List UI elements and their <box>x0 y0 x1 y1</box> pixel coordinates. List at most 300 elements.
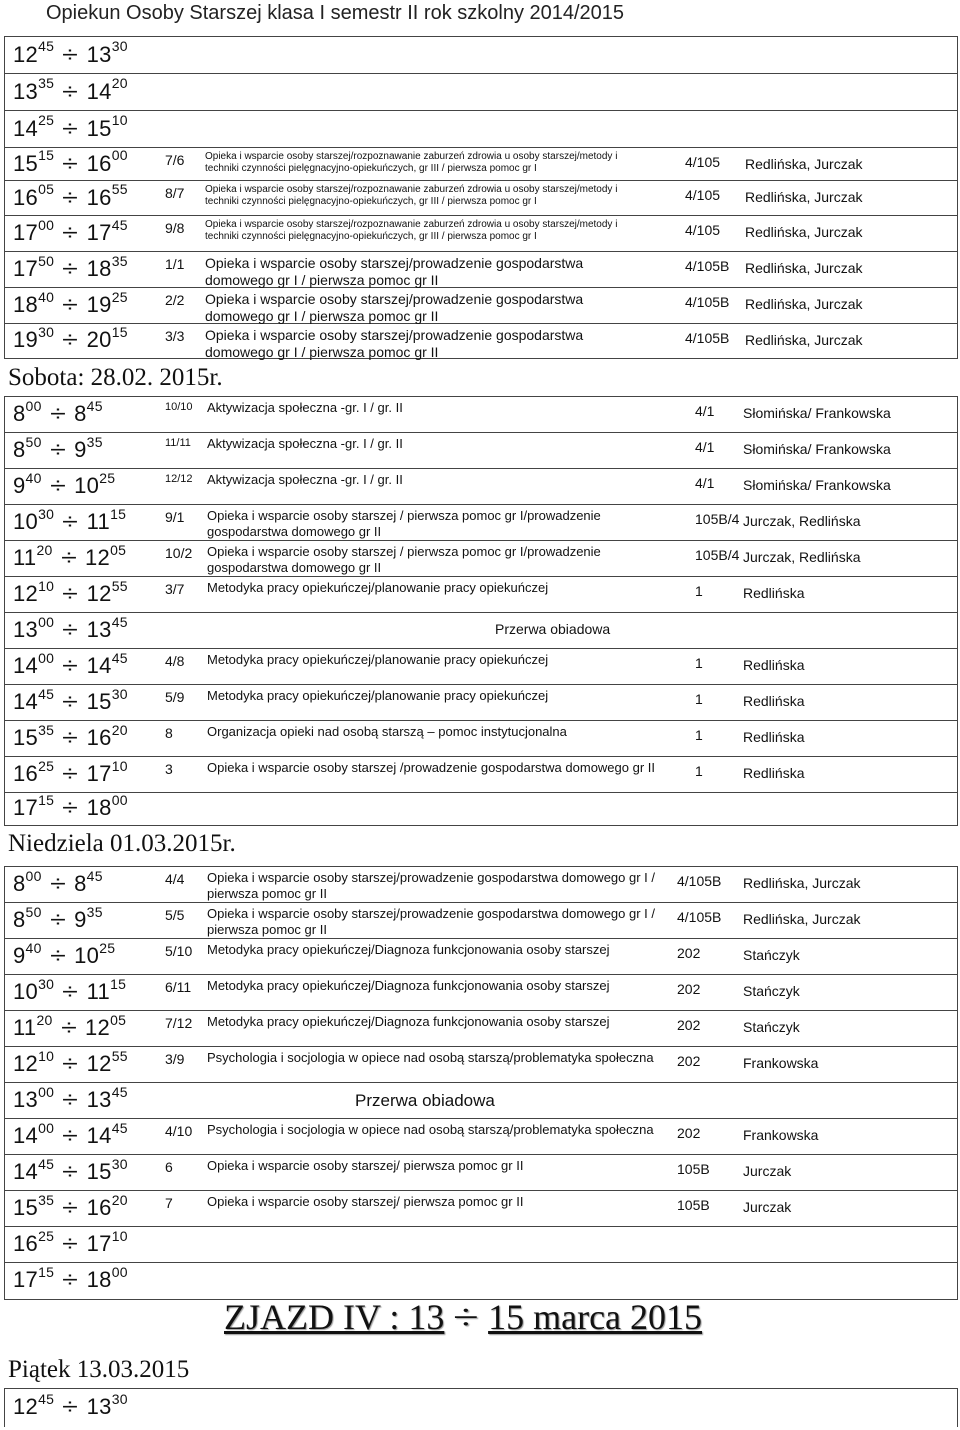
start-minute: 00 <box>25 397 42 414</box>
time-range <box>13 1083 128 1113</box>
subject-text: Opieka i wsparcie osoby starszej/prowadzenie gospodarstwa domowego gr I / pierwsza pomoc gr II <box>205 255 584 288</box>
schedule-row <box>5 1227 957 1263</box>
schedule-row <box>5 148 957 181</box>
end-minute: 55 <box>111 577 128 594</box>
schedule-row <box>5 1047 957 1083</box>
saturday-heading: Sobota: 28.02. 2015r. <box>8 364 223 391</box>
start-hour: 15 <box>13 150 39 176</box>
schedule-row <box>5 288 957 324</box>
end-minute: 05 <box>110 1011 127 1028</box>
end-hour: 12 <box>86 1051 112 1076</box>
division-sign-icon: ÷ <box>49 907 66 932</box>
start-hour: 13 <box>13 1087 39 1112</box>
division-sign-icon: ÷ <box>49 473 66 498</box>
division-sign-icon: ÷ <box>62 1123 79 1148</box>
time-range <box>13 613 128 643</box>
division-sign-icon: ÷ <box>62 184 79 210</box>
time-range <box>13 1155 128 1185</box>
end-minute: 55 <box>111 181 128 198</box>
teacher-names: Redlińska <box>743 585 805 601</box>
end-hour: 18 <box>86 256 112 281</box>
time-range <box>13 469 116 499</box>
division-sign-icon: ÷ <box>49 871 66 896</box>
start-hour: 10 <box>13 979 39 1004</box>
division-sign-icon: ÷ <box>62 41 79 67</box>
start-minute: 40 <box>25 939 42 956</box>
time-range <box>13 252 128 282</box>
subject-text: Metodyka pracy opiekuńczej/planowanie pracy opiekuńczej <box>207 580 549 595</box>
start-minute: 35 <box>38 1191 55 1208</box>
division-sign-icon: ÷ <box>49 437 66 462</box>
division-sign-icon: ÷ <box>62 150 79 176</box>
end-minute: 35 <box>86 903 103 920</box>
schedule-row <box>5 1011 957 1047</box>
division-sign-icon: ÷ <box>62 653 79 678</box>
start-minute: 25 <box>38 1227 55 1244</box>
lesson-number: 3/3 <box>165 328 185 344</box>
end-minute: 30 <box>111 685 128 702</box>
time-range <box>13 288 128 318</box>
end-hour: 17 <box>86 761 112 786</box>
end-hour: 13 <box>86 617 112 642</box>
teacher-names: Frankowska <box>743 1127 819 1143</box>
start-hour: 17 <box>13 220 39 245</box>
schedule-row <box>5 867 957 903</box>
lesson-number: 5/5 <box>165 907 185 923</box>
division-sign-icon: ÷ <box>62 1231 79 1256</box>
room-number: 4/105B <box>677 909 722 925</box>
room-number: 202 <box>677 1125 701 1141</box>
subject-text: Aktywizacja społeczna -gr. I / gr. II <box>207 472 403 487</box>
start-hour: 17 <box>13 256 39 281</box>
time-range <box>13 505 127 535</box>
schedule-row <box>5 1083 957 1119</box>
start-minute: 10 <box>38 1047 55 1064</box>
end-hour: 18 <box>86 795 112 820</box>
schedule-row <box>5 469 957 505</box>
lesson-number: 5/10 <box>165 943 193 959</box>
division-sign-icon: ÷ <box>62 78 79 104</box>
subject-text: Opieka i wsparcie osoby starszej/ pierwsza pomoc gr II <box>207 1158 524 1173</box>
teacher-names: Stańczyk <box>743 947 800 963</box>
room-number: 1 <box>695 691 703 707</box>
end-hour: 9 <box>74 907 87 932</box>
schedule-row <box>5 397 957 433</box>
division-sign-icon: ÷ <box>62 689 79 714</box>
end-hour: 15 <box>86 1159 112 1184</box>
start-hour: 14 <box>13 689 39 714</box>
end-minute: 45 <box>86 867 103 884</box>
room-number: 105B <box>677 1197 710 1213</box>
end-minute: 20 <box>111 1191 128 1208</box>
division-sign-icon: ÷ <box>60 545 77 570</box>
end-hour: 9 <box>74 437 87 462</box>
schedule-row <box>5 505 957 541</box>
end-minute: 10 <box>111 1227 128 1244</box>
time-range <box>13 791 128 821</box>
end-minute: 25 <box>99 469 116 486</box>
division-sign-icon: ÷ <box>62 327 79 352</box>
lesson-number: 4/4 <box>165 871 185 887</box>
subject-text: Metodyka pracy opiekuńczej/planowanie pracy opiekuńczej <box>207 688 549 703</box>
subject-text: Opieka i wsparcie osoby starszej / pierwsza pomoc gr I/prowadzenie gospodarstwa domowego gr II <box>207 508 601 539</box>
schedule-row <box>5 793 957 825</box>
lesson-number: 8/7 <box>165 185 185 201</box>
schedule-row <box>5 577 957 613</box>
time-range <box>13 112 128 142</box>
division-sign-icon: ÷ <box>62 256 79 281</box>
teacher-names: Redlińska, Jurczak <box>745 332 863 348</box>
schedule-row <box>5 37 957 74</box>
end-hour: 12 <box>85 1015 111 1040</box>
teacher-names: Słomińska/ Frankowska <box>743 441 891 457</box>
end-hour: 12 <box>86 581 112 606</box>
division-sign-icon: ÷ <box>62 1267 79 1292</box>
lunch-break-label: Przerwa obiadowa <box>355 1091 495 1110</box>
end-minute: 30 <box>111 38 128 55</box>
time-range <box>13 397 103 427</box>
end-minute: 35 <box>111 252 128 269</box>
subject-text: Organizacja opieki nad osobą starszą – pomoc instytucjonalna <box>207 724 567 739</box>
teacher-names: Redlińska, Jurczak <box>745 224 863 240</box>
saturday-schedule-table <box>4 396 958 826</box>
schedule-row <box>5 111 957 148</box>
document-title: Opiekun Osoby Starszej klasa I semestr II rok szkolny 2014/2015 <box>46 2 625 24</box>
start-minute: 50 <box>38 252 55 269</box>
end-minute: 45 <box>111 1083 128 1100</box>
start-hour: 9 <box>13 943 26 968</box>
subject-text: Metodyka pracy opiekuńczej/Diagnoza funkcjonowania osoby starszej <box>207 978 610 993</box>
lunch-break-label: Przerwa obiadowa <box>495 621 611 637</box>
lesson-number: 7/6 <box>165 152 185 168</box>
end-hour: 18 <box>86 1267 112 1292</box>
time-range <box>13 1119 128 1149</box>
time-range <box>13 1011 127 1041</box>
end-minute: 10 <box>111 757 128 774</box>
end-minute: 15 <box>110 975 127 992</box>
teacher-names: Redlińska, Jurczak <box>745 296 863 312</box>
start-minute: 15 <box>38 147 55 164</box>
end-minute: 30 <box>111 1155 128 1172</box>
division-sign-icon: ÷ <box>62 795 79 820</box>
subject-text: Opieka i wsparcie osoby starszej/prowadzenie gospodarstwa domowego gr I / pierwsza pomoc gr II <box>207 906 656 937</box>
schedule-row <box>5 613 957 649</box>
lesson-number: 3 <box>165 761 173 777</box>
start-hour: 16 <box>13 761 39 786</box>
start-hour: 12 <box>13 581 39 606</box>
subject-text: Opieka i wsparcie osoby starszej / pierwsza pomoc gr I/prowadzenie gospodarstwa domowego gr II <box>207 544 601 575</box>
room-number: 1 <box>695 727 703 743</box>
room-number: 1 <box>695 763 703 779</box>
room-number: 202 <box>677 981 701 997</box>
schedule-row <box>5 939 957 975</box>
start-hour: 12 <box>13 1394 39 1419</box>
schedule-row <box>5 324 957 358</box>
teacher-names: Redlińska, Jurczak <box>745 260 863 276</box>
division-sign-icon: ÷ <box>60 1015 77 1040</box>
subject-text: Opieka i wsparcie osoby starszej/rozpoznawanie zaburzeń zdrowia u osoby starszej/metody i techniki czynności pielęgnacyjno-opiekuńczych, gr III / pierwsza pomoc gr I <box>205 184 618 207</box>
start-minute: 20 <box>36 541 53 558</box>
start-hour: 12 <box>13 1051 39 1076</box>
end-minute: 15 <box>111 323 128 340</box>
end-minute: 00 <box>111 147 128 164</box>
lesson-number: 7/12 <box>165 1015 193 1031</box>
start-minute: 15 <box>38 791 55 808</box>
end-hour: 13 <box>86 1394 112 1419</box>
start-minute: 30 <box>38 505 55 522</box>
division-sign-icon: ÷ <box>453 1297 480 1337</box>
teacher-names: Redlińska, Jurczak <box>745 189 863 205</box>
start-minute: 45 <box>38 1155 55 1172</box>
lesson-number: 3/7 <box>165 581 185 597</box>
division-sign-icon: ÷ <box>62 617 79 642</box>
subject-text: Psychologia i socjologia w opiece nad osobą starszą/problematyka społeczna <box>207 1050 654 1065</box>
division-sign-icon: ÷ <box>49 943 66 968</box>
start-minute: 35 <box>38 721 55 738</box>
start-hour: 12 <box>13 41 39 67</box>
end-minute: 45 <box>111 1119 128 1136</box>
end-minute: 25 <box>111 288 128 305</box>
time-range <box>13 721 128 751</box>
time-range <box>13 1263 128 1293</box>
division-sign-icon: ÷ <box>49 401 66 426</box>
subject-text: Opieka i wsparcie osoby starszej/rozpoznawanie zaburzeń zdrowia u osoby starszej/metody i techniki czynności pielęgnacyjno-opiekuńczych, gr III / pierwsza pomoc gr I <box>205 219 618 242</box>
end-hour: 8 <box>74 871 87 896</box>
teacher-names: Redlińska <box>743 765 805 781</box>
end-minute: 20 <box>111 75 128 92</box>
start-minute: 45 <box>38 38 55 55</box>
subject-text: Opieka i wsparcie osoby starszej/prowadzenie gospodarstwa domowego gr I / pierwsza pomoc gr II <box>205 291 584 324</box>
schedule-row <box>5 541 957 577</box>
time-range <box>13 685 128 715</box>
time-range <box>13 1390 128 1420</box>
subject-text: Opieka i wsparcie osoby starszej /prowadzenie gospodarstwa domowego gr II <box>207 760 656 775</box>
start-minute: 45 <box>38 1390 55 1407</box>
time-range <box>13 323 128 353</box>
start-hour: 14 <box>13 1123 39 1148</box>
division-sign-icon: ÷ <box>62 1051 79 1076</box>
end-hour: 16 <box>86 184 112 210</box>
lesson-number: 6/11 <box>165 979 192 995</box>
schedule-row <box>5 757 957 793</box>
room-number: 4/105 <box>685 154 721 170</box>
lesson-number: 9/8 <box>165 220 185 236</box>
time-range <box>13 939 116 969</box>
end-hour: 8 <box>74 401 87 426</box>
end-minute: 05 <box>110 541 127 558</box>
schedule-row <box>5 1119 957 1155</box>
start-hour: 16 <box>13 184 39 210</box>
subject-text: Opieka i wsparcie osoby starszej/prowadzenie gospodarstwa domowego gr I / pierwsza pomoc gr II <box>205 327 584 360</box>
time-range <box>13 75 128 105</box>
start-hour: 13 <box>13 78 39 104</box>
next-meeting-part1: ZJAZD IV : 13 <box>224 1297 445 1337</box>
end-hour: 13 <box>86 41 112 67</box>
schedule-row <box>5 903 957 939</box>
room-number: 202 <box>677 1017 701 1033</box>
time-range <box>13 903 103 933</box>
end-hour: 15 <box>86 115 112 141</box>
next-meeting-part2: 15 marca 2015 <box>488 1297 703 1337</box>
time-range <box>13 433 103 463</box>
start-minute: 40 <box>25 469 42 486</box>
room-number: 105B/4 <box>695 511 740 527</box>
room-number: 4/105 <box>685 222 721 238</box>
start-hour: 8 <box>13 907 26 932</box>
schedule-row <box>5 74 957 111</box>
start-hour: 14 <box>13 653 39 678</box>
room-number: 4/1 <box>695 475 715 491</box>
start-hour: 8 <box>13 401 26 426</box>
start-minute: 10 <box>38 577 55 594</box>
start-hour: 15 <box>13 725 39 750</box>
start-hour: 19 <box>13 327 39 352</box>
schedule-row <box>5 1191 957 1227</box>
schedule-row <box>5 1155 957 1191</box>
start-minute: 20 <box>36 1011 53 1028</box>
time-range <box>13 216 128 246</box>
schedule-row <box>5 1263 957 1299</box>
teacher-names: Stańczyk <box>743 983 800 999</box>
end-minute: 45 <box>111 649 128 666</box>
room-number: 202 <box>677 945 701 961</box>
start-hour: 17 <box>13 795 39 820</box>
subject-text: Aktywizacja społeczna -gr. I / gr. II <box>207 436 403 451</box>
next-meeting-banner <box>224 1296 702 1338</box>
lesson-number: 12/12 <box>165 473 193 485</box>
end-minute: 45 <box>111 216 128 233</box>
teacher-names: Jurczak, Redlińska <box>743 513 861 529</box>
division-sign-icon: ÷ <box>62 509 79 534</box>
end-minute: 45 <box>111 613 128 630</box>
end-hour: 20 <box>86 327 112 352</box>
subject-text: Opieka i wsparcie osoby starszej/rozpoznawanie zaburzeń zdrowia u osoby starszej/metody i techniki czynności pielęgnacyjno-opiekuńczych, gr III / pierwsza pomoc gr I <box>205 151 618 174</box>
end-hour: 17 <box>86 1231 112 1256</box>
end-hour: 16 <box>86 725 112 750</box>
teacher-names: Redlińska, Jurczak <box>743 911 861 927</box>
room-number: 4/105B <box>685 258 730 274</box>
end-hour: 15 <box>86 689 112 714</box>
start-hour: 8 <box>13 437 26 462</box>
teacher-names: Frankowska <box>743 1055 819 1071</box>
lesson-number: 1/1 <box>165 256 185 272</box>
room-number: 1 <box>695 583 703 599</box>
time-range <box>13 1191 128 1221</box>
time-range <box>13 181 128 211</box>
subject-text: Metodyka pracy opiekuńczej/Diagnoza funkcjonowania osoby starszej <box>207 1014 610 1029</box>
teacher-names: Redlińska <box>743 693 805 709</box>
division-sign-icon: ÷ <box>62 581 79 606</box>
room-number: 4/105B <box>685 294 730 310</box>
lesson-number: 5/9 <box>165 689 185 705</box>
start-minute: 50 <box>25 903 42 920</box>
start-minute: 15 <box>38 1263 55 1280</box>
end-hour: 14 <box>86 1123 112 1148</box>
end-minute: 00 <box>111 1263 128 1280</box>
teacher-names: Redlińska <box>743 657 805 673</box>
start-minute: 35 <box>38 75 55 92</box>
room-number: 4/1 <box>695 403 715 419</box>
start-minute: 00 <box>38 1119 55 1136</box>
subject-text: Psychologia i socjologia w opiece nad osobą starszą/problematyka społeczna <box>207 1122 654 1137</box>
teacher-names: Słomińska/ Frankowska <box>743 477 891 493</box>
schedule-row <box>5 685 957 721</box>
end-hour: 10 <box>74 943 100 968</box>
friday-schedule-table <box>4 36 958 359</box>
start-hour: 13 <box>13 617 39 642</box>
time-range <box>13 1047 128 1077</box>
next-friday-schedule-table <box>4 1388 958 1427</box>
teacher-names: Jurczak <box>743 1163 792 1179</box>
lesson-number: 4/10 <box>165 1123 193 1139</box>
division-sign-icon: ÷ <box>62 1394 79 1419</box>
end-hour: 16 <box>86 150 112 176</box>
time-range <box>13 38 128 68</box>
subject-text: Metodyka pracy opiekuńczej/planowanie pracy opiekuńczej <box>207 652 549 667</box>
start-minute: 25 <box>38 757 55 774</box>
schedule-row <box>5 216 957 252</box>
end-hour: 14 <box>86 653 112 678</box>
division-sign-icon: ÷ <box>62 220 79 245</box>
room-number: 4/105B <box>685 330 730 346</box>
division-sign-icon: ÷ <box>62 115 79 141</box>
lesson-number: 10/2 <box>165 545 193 561</box>
end-minute: 15 <box>110 505 127 522</box>
end-hour: 17 <box>86 220 112 245</box>
start-hour: 10 <box>13 509 39 534</box>
end-minute: 00 <box>111 791 128 808</box>
time-range <box>13 757 128 787</box>
subject-text: Aktywizacja społeczna -gr. I / gr. II <box>207 400 403 415</box>
end-hour: 16 <box>86 1195 112 1220</box>
room-number: 105B <box>677 1161 710 1177</box>
teacher-names: Jurczak, Redlińska <box>743 549 861 565</box>
room-number: 4/105B <box>677 873 722 889</box>
room-number: 202 <box>677 1053 701 1069</box>
lesson-number: 11/11 <box>165 437 191 449</box>
sunday-heading: Niedziela 01.03.2015r. <box>8 830 236 857</box>
start-minute: 00 <box>38 216 55 233</box>
schedule-row <box>5 1389 957 1427</box>
time-range <box>13 147 128 177</box>
end-hour: 14 <box>86 78 112 104</box>
lesson-number: 6 <box>165 1159 173 1175</box>
start-hour: 14 <box>13 115 39 141</box>
teacher-names: Jurczak <box>743 1199 792 1215</box>
start-hour: 11 <box>13 1015 37 1040</box>
start-minute: 25 <box>38 112 55 129</box>
end-minute: 55 <box>111 1047 128 1064</box>
room-number: 4/105 <box>685 187 721 203</box>
end-hour: 13 <box>86 1087 112 1112</box>
start-hour: 11 <box>13 545 37 570</box>
start-minute: 30 <box>38 323 55 340</box>
time-range <box>13 975 127 1005</box>
sunday-schedule-table <box>4 866 958 1300</box>
lesson-number: 4/8 <box>165 653 185 669</box>
start-minute: 05 <box>38 181 55 198</box>
schedule-row <box>5 252 957 288</box>
start-minute: 30 <box>38 975 55 992</box>
start-minute: 00 <box>38 1083 55 1100</box>
division-sign-icon: ÷ <box>62 292 79 317</box>
division-sign-icon: ÷ <box>62 761 79 786</box>
end-minute: 45 <box>86 397 103 414</box>
lesson-number: 7 <box>165 1195 173 1211</box>
schedule-row <box>5 975 957 1011</box>
teacher-names: Redlińska, Jurczak <box>743 875 861 891</box>
end-minute: 20 <box>111 721 128 738</box>
